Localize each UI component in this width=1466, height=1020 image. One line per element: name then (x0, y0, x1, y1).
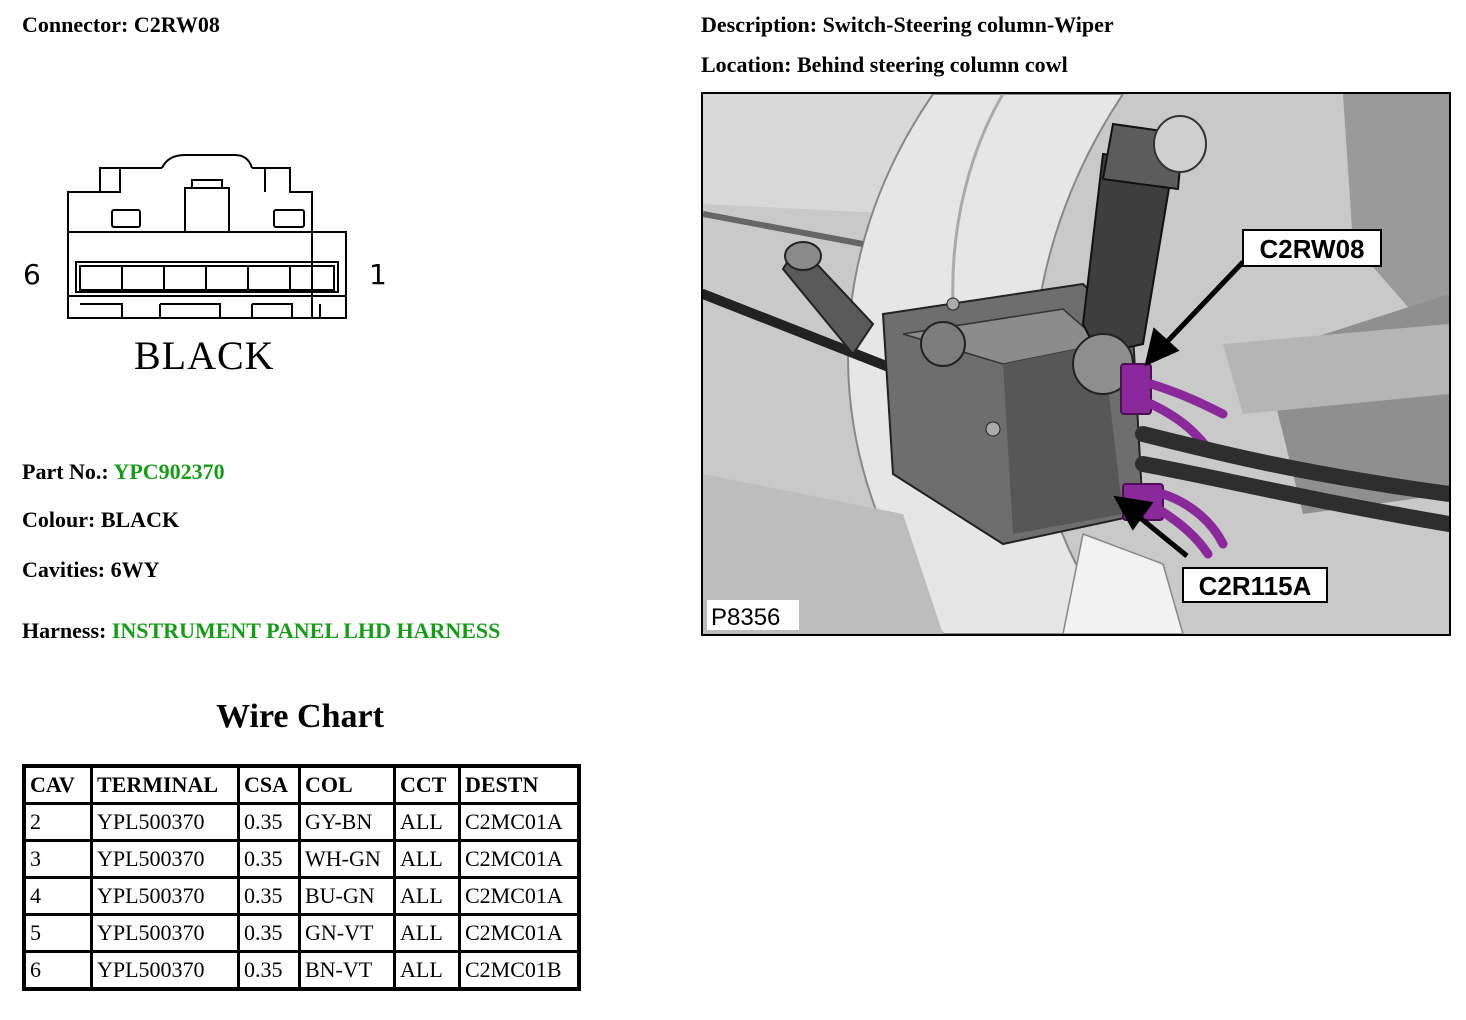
pin-1-label: 1 (369, 258, 387, 291)
location-field (701, 52, 1068, 78)
cell-cav: 5 (26, 916, 90, 950)
cell-cav: 6 (26, 953, 90, 987)
table-row (26, 953, 577, 987)
cell-csa: 0.35 (240, 842, 298, 876)
cell-csa: 0.35 (240, 879, 298, 913)
table-header-row (26, 768, 577, 802)
connector-field (22, 12, 220, 38)
connector-face-diagram (20, 150, 350, 320)
colour-field (22, 507, 179, 533)
harness-value: INSTRUMENT PANEL LHD HARNESS (111, 618, 501, 643)
wire-chart-table (22, 764, 581, 991)
cell-cct: ALL (396, 805, 458, 839)
cell-csa: 0.35 (240, 916, 298, 950)
colour-label: Colour: (22, 507, 96, 532)
cell-cav: 4 (26, 879, 90, 913)
part-no-label: Part No.: (22, 459, 109, 484)
col-header-destn: DESTN (461, 768, 577, 802)
harness-field (22, 618, 500, 644)
cell-cav: 2 (26, 805, 90, 839)
description-value: Switch-Steering column-Wiper (822, 12, 1114, 37)
table-row (26, 916, 577, 950)
location-photo (701, 92, 1451, 636)
cell-terminal: YPL500370 (93, 842, 237, 876)
figure-id: P8356 (711, 604, 781, 631)
location-value: Behind steering column cowl (796, 52, 1068, 77)
description-field (701, 12, 1114, 38)
steering-column-illustration (703, 94, 1449, 634)
cell-cct: ALL (396, 953, 458, 987)
cell-terminal: YPL500370 (93, 916, 237, 950)
cavities-field (22, 557, 159, 583)
col-header-cav: CAV (26, 768, 90, 802)
cell-cav: 3 (26, 842, 90, 876)
cavities-label: Cavities: (22, 557, 106, 582)
cell-col: GY-BN (301, 805, 393, 839)
cell-destn: C2MC01B (461, 953, 577, 987)
part-no-field (22, 459, 225, 485)
cell-terminal: YPL500370 (93, 953, 237, 987)
cell-col: BN-VT (301, 953, 393, 987)
callout-c2rw08: C2RW08 (1259, 234, 1365, 264)
cell-cct: ALL (396, 842, 458, 876)
connector-label: Connector: (22, 12, 129, 37)
pin-6-label: 6 (23, 258, 41, 291)
cell-cct: ALL (396, 916, 458, 950)
cell-destn: C2MC01A (461, 916, 577, 950)
cell-col: WH-GN (301, 842, 393, 876)
colour-value: BLACK (100, 507, 180, 532)
cell-cct: ALL (396, 879, 458, 913)
col-header-col: COL (301, 768, 393, 802)
cell-destn: C2MC01A (461, 805, 577, 839)
diagram-colour-label: BLACK (134, 333, 275, 378)
cell-col: GN-VT (301, 916, 393, 950)
col-header-csa: CSA (240, 768, 298, 802)
table-row (26, 805, 577, 839)
callout-c2r115a: C2R115A (1198, 571, 1312, 601)
table-row (26, 879, 577, 913)
location-label: Location: (701, 52, 792, 77)
cell-destn: C2MC01A (461, 842, 577, 876)
description-label: Description: (701, 12, 818, 37)
col-header-terminal: TERMINAL (93, 768, 237, 802)
cavities-value: 6WY (110, 557, 160, 582)
part-no-value: YPC902370 (113, 459, 225, 484)
cell-csa: 0.35 (240, 953, 298, 987)
table-row (26, 842, 577, 876)
wire-chart-title: Wire Chart (216, 698, 384, 735)
harness-label: Harness: (22, 618, 107, 643)
col-header-cct: CCT (396, 768, 458, 802)
cell-destn: C2MC01A (461, 879, 577, 913)
cell-terminal: YPL500370 (93, 879, 237, 913)
connector-value: C2RW08 (133, 12, 220, 37)
cell-csa: 0.35 (240, 805, 298, 839)
cell-terminal: YPL500370 (93, 805, 237, 839)
cell-col: BU-GN (301, 879, 393, 913)
